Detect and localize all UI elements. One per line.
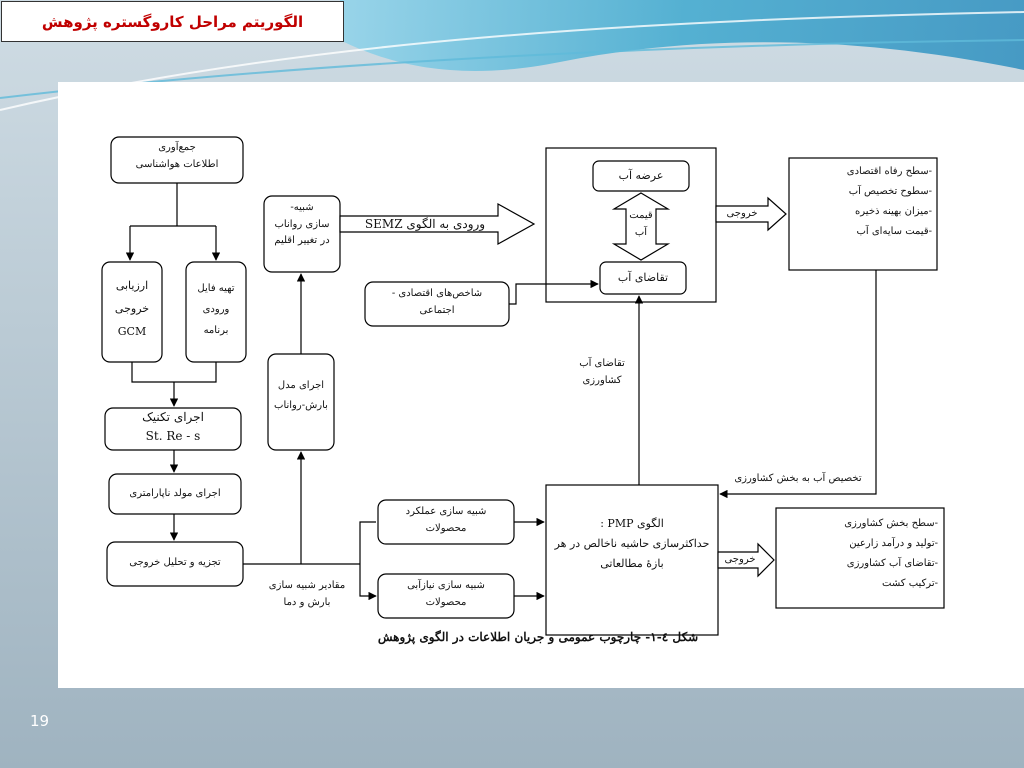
node-water-supply: عرضه آب <box>618 169 664 182</box>
node-crop-water: شبیه سازی نیازآبی محصولات <box>407 580 485 608</box>
node-gcm-eval: ارزیابی خروجی GCM <box>114 279 150 339</box>
node-water-demand: تقاضای آب <box>617 271 669 284</box>
edge-label-semz-input: ورودی به الگوی SEMZ <box>364 217 486 231</box>
node-econ-indicators: شاخص‌های اقتصادی - اجتماعی <box>391 288 483 316</box>
diagram-panel <box>58 82 1024 688</box>
node-rainfall-model: اجرای مدل بارش-رواناب <box>274 380 328 411</box>
edge-label-sim-values: مقادیر شبیه سازی بارش و دما <box>268 580 346 608</box>
edge-merge <box>132 362 216 406</box>
node-water-price: قیمت آب <box>629 210 653 238</box>
edge-econ-demand <box>509 284 598 304</box>
node-data-collection: جمع‌آوری اطلاعات هواشناسی <box>135 142 219 170</box>
page-number: 19 <box>30 712 50 730</box>
node-runoff-sim: شبیه- سازی رواناب در تغییر اقلیم <box>274 202 330 246</box>
edge-label-allocation: تخصیص آب به بخش کشاورزی <box>734 473 862 484</box>
edge-collection-split <box>130 183 216 226</box>
edge-label-output-top: خروجی <box>726 208 758 219</box>
node-output-analysis: تجزیه و تحلیل خروجی <box>129 557 221 568</box>
slide-title: الگوریتم مراحل کاروگستره پژوهش <box>1 1 344 42</box>
edge-allocation <box>720 270 876 494</box>
node-pmp-model: الگوی PMP : حداکثرسازی حاشیه ناخالص در هر بازهٔ مطالعاتی <box>554 517 710 570</box>
edge-label-agri-demand: تقاضای آب کشاورزی <box>579 358 625 386</box>
node-technique: اجرای تکنیک St. Re - s <box>142 410 204 443</box>
node-welfare-outputs: -سطح رفاه اقتصادی -سطوح تخصیص آب -میزان بهینه ذخیره -قیمت سایه‌ای آب <box>846 166 932 237</box>
node-stochastic: اجرای مولد ناپارامتری <box>129 488 221 499</box>
node-crop-yield: شبیه سازی عملکرد محصولات <box>405 506 487 534</box>
figure-caption: شکل ٤-١- چارچوب عمومی و جریان اطلاعات در الگوی پژوهش <box>377 630 699 644</box>
node-input-file: تهیه فایل ورودی برنامه <box>197 283 235 336</box>
edge-label-output-bottom: خروجی <box>724 554 756 565</box>
edge-branch-crops <box>360 522 376 596</box>
node-agri-outputs: -سطح بخش کشاورزی -تولید و درآمد زارعین -تقاضای آب کشاورزی -ترکیب کشت <box>844 518 938 589</box>
